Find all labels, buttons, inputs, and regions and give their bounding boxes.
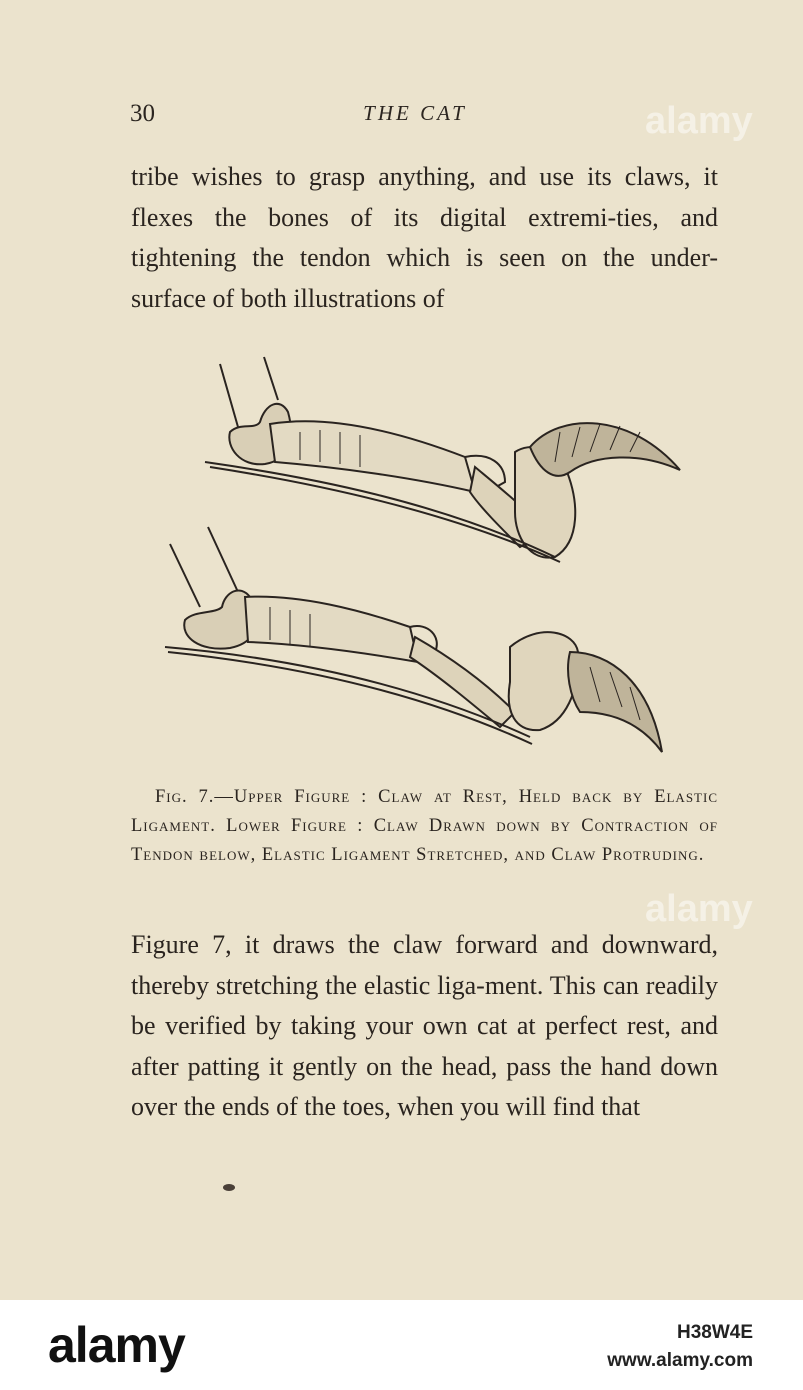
page-number: 30 <box>130 100 155 127</box>
running-head: THE CAT <box>363 101 467 125</box>
upper-claw-figure <box>205 357 680 562</box>
image-id-label: H38W4E <box>676 1322 753 1343</box>
body-paragraph-bottom: Figure 7, it draws the claw forward and downward, thereby stretching the elastic liga-ment. This can readily be verified by taking your own cat at perfect rest, and after patting it gently on the head, pass the hand down over the ends of the toes, when you will find that <box>131 930 718 1121</box>
ink-speck <box>223 1184 235 1191</box>
watermark-logo: alamy <box>645 888 753 930</box>
figure-caption: Fig. 7.—Upper Figure : Claw at Rest, Held back by Elastic Ligament. Lower Figure : Claw Drawn down by Contraction of Tendon below, Elastic Ligament Stretched, and Claw Protruding. <box>131 787 718 865</box>
watermark-logo: alamy <box>645 100 753 142</box>
claw-illustration <box>160 352 690 772</box>
site-url-label: www.alamy.com <box>607 1350 753 1371</box>
body-paragraph-top: tribe wishes to grasp anything, and use its claws, it flexes the bones of its digital extremi-ties, and tightening the tendon which is seen on the under-surface of both illustrations of <box>131 162 718 313</box>
alamy-logo: alamy <box>48 1317 185 1373</box>
lower-claw-figure <box>165 527 662 752</box>
